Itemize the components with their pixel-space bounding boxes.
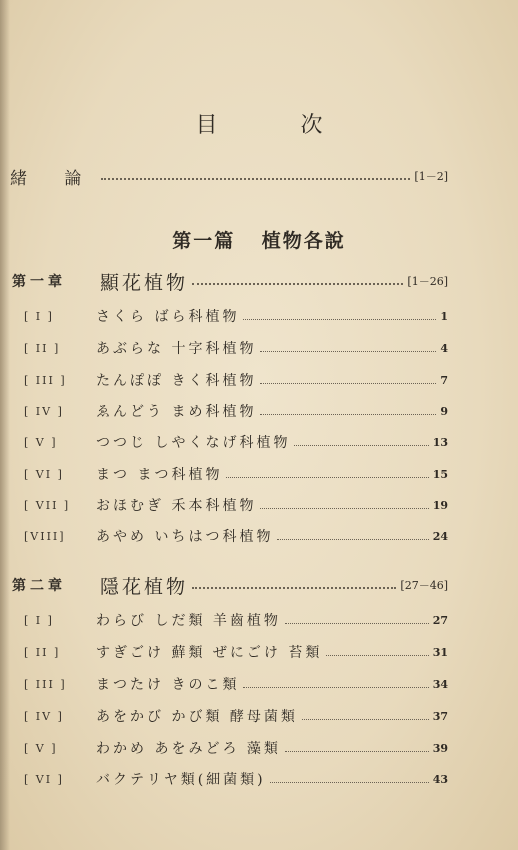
toc-item bbox=[24, 305, 448, 327]
page-title: 目 次 bbox=[195, 113, 361, 138]
leader-dots bbox=[277, 539, 428, 540]
item-page: 19 bbox=[432, 498, 448, 512]
item-page: 43 bbox=[432, 772, 448, 786]
item-number: [ III ] bbox=[24, 373, 67, 387]
toc-item bbox=[24, 641, 448, 663]
leader-dots bbox=[302, 719, 429, 720]
item-number: [ IV ] bbox=[24, 709, 64, 723]
leader-dots bbox=[260, 508, 428, 509]
toc-item bbox=[24, 737, 448, 759]
toc-item bbox=[24, 705, 448, 727]
item-text: まつたけ きのこ類 bbox=[96, 677, 240, 693]
toc-item bbox=[24, 337, 448, 359]
item-page: 1 bbox=[440, 309, 448, 323]
item-page: 31 bbox=[432, 645, 448, 659]
item-page: 9 bbox=[440, 404, 448, 418]
leader-dots bbox=[285, 623, 429, 624]
chapter-label: 第一章 bbox=[12, 274, 66, 290]
intro-range: [1－2] bbox=[414, 170, 448, 183]
item-page: 24 bbox=[432, 529, 448, 543]
leader-dots bbox=[294, 445, 428, 446]
intro-entry bbox=[10, 164, 448, 188]
item-number: [ IV ] bbox=[24, 404, 64, 418]
item-page: 13 bbox=[432, 435, 448, 449]
chapter-range: [1－26] bbox=[407, 275, 448, 288]
item-number: [ V ] bbox=[24, 741, 58, 755]
toc-item bbox=[24, 463, 448, 485]
item-page: 39 bbox=[432, 741, 448, 755]
item-text: あをかび かび類 酵母菌類 bbox=[96, 709, 298, 725]
leader-dots bbox=[326, 655, 428, 656]
item-page: 27 bbox=[432, 613, 448, 627]
toc-item bbox=[24, 525, 448, 547]
leader-dots bbox=[260, 383, 436, 384]
item-text: わらび しだ類 羊齒植物 bbox=[96, 613, 281, 629]
chapter-2-heading bbox=[12, 572, 448, 598]
item-number: [VIII] bbox=[24, 529, 66, 543]
item-text: バクテリヤ類(細菌類) bbox=[96, 772, 266, 788]
leader-dots bbox=[192, 587, 396, 589]
item-number: [ V ] bbox=[24, 435, 58, 449]
item-number: [ II ] bbox=[24, 645, 61, 659]
chapter-title: 顯花植物 bbox=[100, 271, 189, 294]
item-page: 37 bbox=[432, 709, 448, 723]
item-text: おほむぎ 禾本科植物 bbox=[96, 498, 257, 514]
item-number: [ I ] bbox=[24, 309, 54, 323]
item-text: さくら ばら科植物 bbox=[96, 309, 240, 325]
toc-item bbox=[24, 369, 448, 391]
leader-dots bbox=[192, 283, 403, 285]
item-number: [ II ] bbox=[24, 341, 61, 355]
item-text: わかめ あをみどろ 藻類 bbox=[96, 741, 281, 757]
toc-item bbox=[24, 400, 448, 422]
item-number: [ III ] bbox=[24, 677, 67, 691]
leader-dots bbox=[101, 178, 410, 180]
item-page: 4 bbox=[440, 341, 448, 355]
item-text: すぎごけ 蘚類 ぜにごけ 苔類 bbox=[96, 645, 323, 661]
intro-label: 緒 論 bbox=[10, 168, 98, 189]
item-number: [ VI ] bbox=[24, 467, 64, 481]
leader-dots bbox=[285, 751, 429, 752]
leader-dots bbox=[260, 414, 436, 415]
leader-dots bbox=[226, 477, 428, 478]
toc-item bbox=[24, 768, 448, 790]
chapter-label: 第二章 bbox=[12, 578, 66, 594]
item-page: 7 bbox=[440, 373, 448, 387]
item-text: まつ まつ科植物 bbox=[96, 467, 223, 483]
toc-item bbox=[24, 494, 448, 516]
part-heading: 第一篇 植物各說 bbox=[172, 230, 346, 252]
toc-item bbox=[24, 609, 448, 631]
chapter-title: 隱花植物 bbox=[100, 575, 189, 598]
item-number: [ VII ] bbox=[24, 498, 71, 512]
leader-dots bbox=[243, 687, 428, 688]
item-text: あやめ いちはつ科植物 bbox=[96, 529, 274, 545]
item-text: ゑんどう まめ科植物 bbox=[96, 404, 257, 420]
item-text: あぶらな 十字科植物 bbox=[96, 341, 257, 357]
item-page: 15 bbox=[432, 467, 448, 481]
chapter-range: [27－46] bbox=[400, 579, 448, 592]
leader-dots bbox=[243, 319, 436, 320]
item-number: [ I ] bbox=[24, 613, 54, 627]
item-text: たんぽぽ きく科植物 bbox=[96, 373, 257, 389]
toc-item bbox=[24, 431, 448, 453]
leader-dots bbox=[270, 782, 429, 783]
leader-dots bbox=[260, 351, 436, 352]
item-number: [ VI ] bbox=[24, 772, 64, 786]
item-text: つつじ しやくなげ科植物 bbox=[96, 435, 291, 451]
toc-item bbox=[24, 673, 448, 695]
item-page: 34 bbox=[432, 677, 448, 691]
chapter-1-heading bbox=[12, 268, 448, 294]
